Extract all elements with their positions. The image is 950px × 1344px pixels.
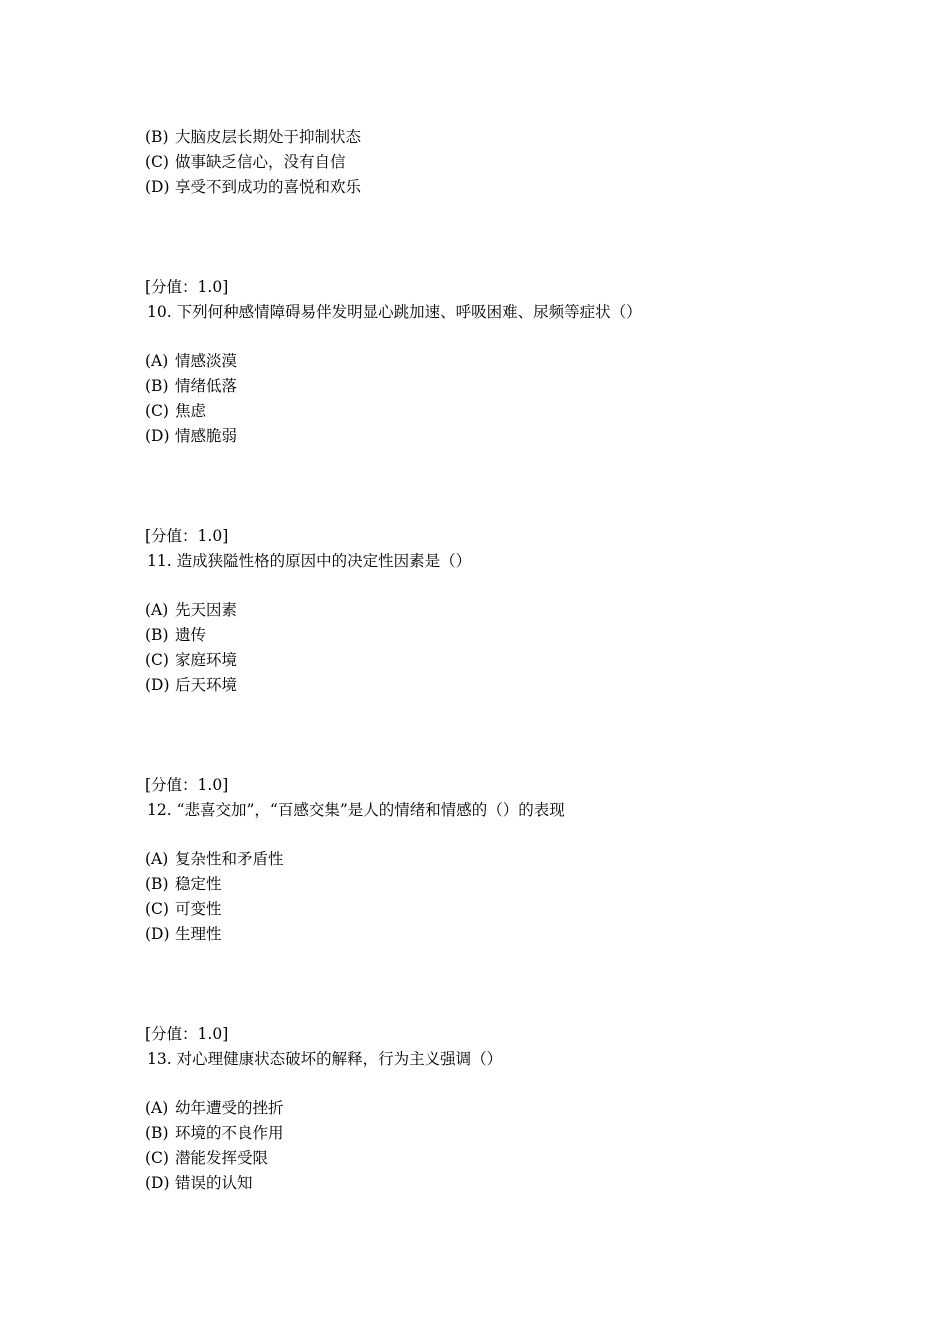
option-text: 稳定性 (175, 875, 222, 893)
option-letter: (A) (145, 850, 169, 868)
option-text: 潜能发挥受限 (175, 1149, 269, 1167)
option-letter: (C) (145, 1149, 169, 1167)
option-letter: (B) (145, 128, 169, 146)
option-c (145, 899, 222, 919)
option-text: 情绪低落 (175, 377, 238, 395)
option-d (145, 177, 361, 197)
option-text: 错误的认知 (175, 1174, 253, 1192)
option-text: 可变性 (175, 900, 222, 918)
option-b (145, 1123, 284, 1143)
option-letter: (D) (145, 427, 170, 445)
option-letter: (B) (145, 377, 169, 395)
option-b (145, 625, 206, 645)
option-c (145, 1148, 268, 1168)
question-stem: 10. 下列何种感情障碍易伴发明显心跳加速、呼吸困难、尿频等症状（） (147, 303, 642, 321)
option-text: 先天因素 (175, 601, 238, 619)
option-text: 情感脆弱 (175, 427, 238, 445)
option-text: 享受不到成功的喜悦和欢乐 (175, 178, 362, 196)
option-d (145, 426, 237, 446)
option-b (145, 127, 361, 147)
option-d (145, 924, 222, 944)
question-score: [分值：1.0] (145, 776, 229, 794)
option-d (145, 1173, 253, 1193)
option-a (145, 351, 237, 371)
option-letter: (C) (145, 651, 169, 669)
question-score: [分值：1.0] (145, 278, 229, 296)
option-letter: (D) (145, 676, 170, 694)
option-text: 大脑皮层长期处于抑制状态 (175, 128, 362, 146)
option-letter: (A) (145, 601, 169, 619)
option-c (145, 152, 346, 172)
question-score: [分值：1.0] (145, 1025, 229, 1043)
option-text: 做事缺乏信心，没有自信 (175, 153, 346, 171)
option-letter: (B) (145, 875, 169, 893)
option-letter: (B) (145, 1124, 169, 1142)
option-text: 生理性 (175, 925, 222, 943)
question-score: [分值：1.0] (145, 527, 229, 545)
option-letter: (D) (145, 178, 170, 196)
option-letter: (B) (145, 626, 169, 644)
option-text: 后天环境 (175, 676, 238, 694)
option-letter: (D) (145, 925, 170, 943)
question-stem: 13. 对心理健康状态破坏的解释，行为主义强调（） (147, 1050, 503, 1068)
option-b (145, 376, 237, 396)
option-letter: (C) (145, 402, 169, 420)
option-text: 复杂性和矛盾性 (175, 850, 284, 868)
option-text: 情感淡漠 (175, 352, 238, 370)
option-b (145, 874, 222, 894)
question-stem: 11. 造成狭隘性格的原因中的决定性因素是（） (147, 552, 472, 570)
option-letter: (A) (145, 352, 169, 370)
option-text: 遗传 (175, 626, 207, 644)
option-letter: (C) (145, 153, 169, 171)
option-text: 环境的不良作用 (175, 1124, 284, 1142)
option-d (145, 675, 237, 695)
option-c (145, 650, 237, 670)
option-letter: (D) (145, 1174, 170, 1192)
option-text: 家庭环境 (175, 651, 238, 669)
option-a (145, 600, 237, 620)
question-stem: 12. “悲喜交加”，“百感交集”是人的情绪和情感的（）的表现 (147, 801, 565, 819)
option-text: 焦虑 (175, 402, 207, 420)
option-text: 幼年遭受的挫折 (175, 1099, 284, 1117)
option-a (145, 849, 284, 869)
option-c (145, 401, 206, 421)
option-a (145, 1098, 284, 1118)
option-letter: (A) (145, 1099, 169, 1117)
option-letter: (C) (145, 900, 169, 918)
